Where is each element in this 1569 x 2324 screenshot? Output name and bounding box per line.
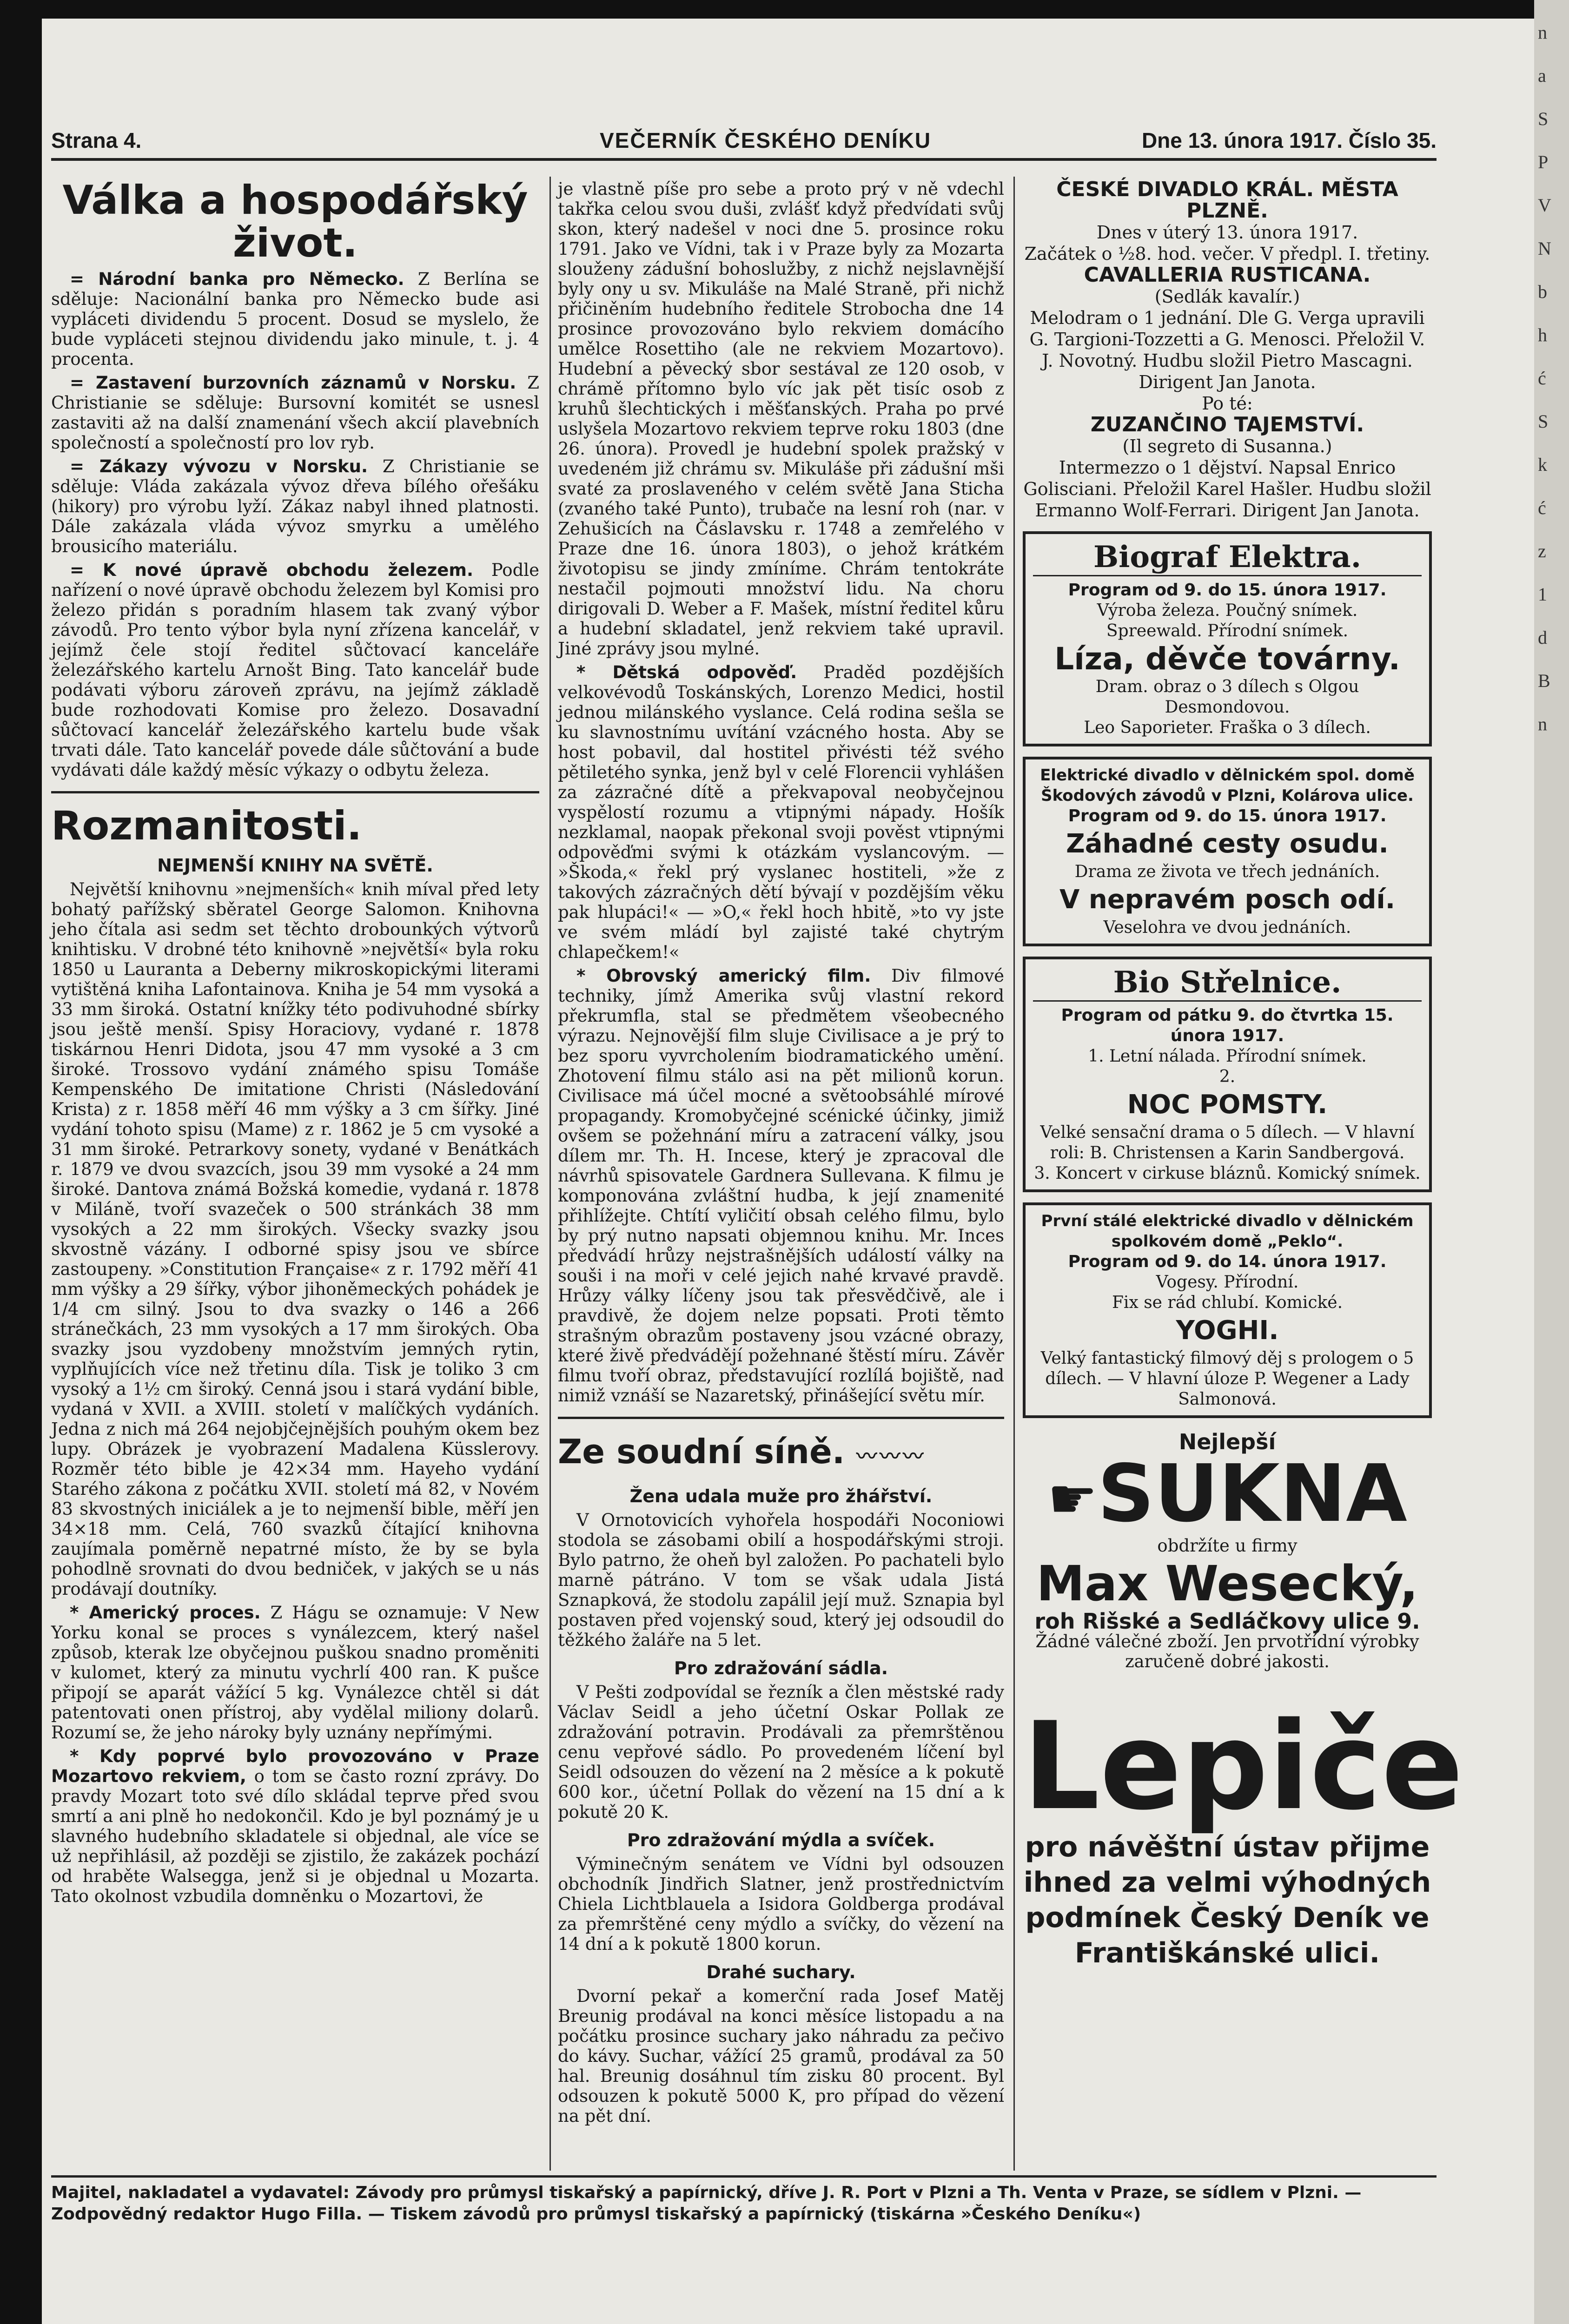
play-title: ZUZANČINO TAJEMSTVÍ.: [1090, 413, 1364, 436]
issue-date: Dne 13. února 1917. Číslo 35.: [1141, 128, 1437, 152]
ad-line: 1. Letní nálada. Přírodní snímek.: [1088, 1047, 1367, 1066]
news-item: = K nové úpravě obchodu železem. Podle nařízení o nové úpravě obchodu železem byl Komisi pro železo přidán s poradním hlasem tak zvaný výbor závodů. Pro tento výbor byla nyní zřízena kancelář, v jejímž čele stojí ředitel sůčtovací kanceláře železářského kartelu Arnošt Bing. Tato kancelář bude podávati výboru zároveň zprávu, na jejímž základě bude rozhodovati Komise pro železo. Dosavadní sůčtovací kancelář železářského kartelu bude však trvati dále. Tato kancelář povede dále sůčtování a bude vydávati dále každý měsíc výkazy o odbytu železa.: [51, 560, 539, 780]
pointing-hand-icon: ☛: [1047, 1466, 1098, 1532]
section-title-court: Ze soudní síně. 〰〰〰: [558, 1432, 927, 1471]
ad-program: Program od pátku 9. do čtvrtka 15. února 1917.: [1061, 1006, 1394, 1045]
page-number: Strana 4.: [51, 128, 142, 152]
ad-peklo-cinema: [1023, 1202, 1432, 1418]
article-subhead: NEJMENŠÍ KNIHY NA SVĚTĚ.: [157, 855, 433, 876]
ad-title: První stálé elektrické divadlo v dělnickém spolkovém domě „Peklo“.: [1041, 1212, 1414, 1251]
ad-line: 2.: [1219, 1067, 1236, 1086]
column-rule-2: [1013, 177, 1015, 2171]
ad-line: Velký fantastický filmový děj s prologem o 5 dílech. — V hlavní úloze P. Wegener a Lady Salmonová.: [1040, 1349, 1414, 1409]
ad-film-title: YOGHI.: [1176, 1315, 1279, 1346]
column-1: [51, 179, 539, 1910]
court-item-text: V Ornotovicích vyhořela hospodáři Noconiowi stodola se zásobami obilí a hospodářskými stroji. Bylo patrno, že oheň byl založen. Po pachateli bylo marně pátráno. V tom se však udala Jistá Sznapková, že stodolu zapálil její muž. Sznapia byl postaven před vojenský soud, který jej odsoudil do těžkého žaláře na 5 let.: [558, 1510, 1004, 1650]
theater-program: [1023, 179, 1432, 521]
court-item-text: Výminečným senátem ve Vídni byl odsouzen obchodník Jindřich Slatner, jenž prostřednictvím Chiela Lichtblauela a Isidora Goldberga prodával za přemrštěné ceny mýdlo a svíčky, do vězení na 14 dní a k pokutě 1800 korun.: [558, 1854, 1004, 1954]
ad-line: Spreewald. Přírodní snímek.: [1106, 621, 1349, 640]
ad-title: Biograf Elektra.: [1033, 540, 1422, 576]
ad-line: Drama ze života ve třech jednáních.: [1074, 862, 1380, 881]
ad-biograf-elektra: [1023, 531, 1432, 746]
news-item: * Americký proces. Z Hágu se oznamuje: V New Yorku konal se proces s vynálezcem, který našel způsob, kterak lze obyčejnou puškou snadno proměniti v kulomet, který za minutu vychrlí 400 ran. K pušce připojí se aparát vážící 5 kg. Vynálezce chtěl si dát patentovati onen přístroj, aby vydělal miliony dolarů. Rozumí se, že jeho nároky byly uznány nepřímými.: [51, 1603, 540, 1743]
decorative-flourish: 〰〰〰: [856, 1445, 927, 1468]
ad-lepice: [1023, 1697, 1463, 1971]
play-description: Melodram o 1 jednání. Dle G. Verga upravili G. Targioni-Tozzetti a G. Menosci. Přeložil V. J. Novotný. Hudbu složil Pietro Mascagni. Dirigent Jan Janota.: [1029, 308, 1425, 392]
ad-line: Fix se rád chlubí. Komické.: [1112, 1293, 1343, 1312]
column-2: [558, 179, 1004, 2130]
separator: [51, 791, 539, 793]
play-description: Intermezzo o 1 dějství. Napsal Enrico Golisciani. Přeložil Karel Hašler. Hudbu složil Ermanno Wolf-Ferrari. Dirigent Jan Janota.: [1023, 457, 1431, 521]
theater-time: Začátek o ½8. hod. večer. V předpl. I. třetiny.: [1024, 244, 1430, 264]
play-subtitle: (Sedlák kavalír.): [1154, 286, 1300, 307]
ad-film-title: NOC POMSTY.: [1127, 1089, 1328, 1120]
column-3: [1023, 178, 1463, 1971]
ad-text: pro návěštní ústav přijme ihned za velmi výhodných podmínek Český Deník ve Františkánské ulici.: [1023, 1831, 1431, 1969]
ad-big-word: Lepiče: [1023, 1697, 1463, 1837]
news-item: = Národní banka pro Německo. Z Berlína se sděluje: Nacionální banka pro Německo bude asi vypláceti dividendu 5 procent. Dosud se myslelo, že bude vypláceti stejnou dividendu jako minule, t. j. 4 procenta.: [51, 269, 540, 369]
play-subtitle: (Il segreto di Susanna.): [1122, 436, 1332, 456]
theater-date: Dnes v úterý 13. února 1917.: [1096, 222, 1358, 243]
play-title: CAVALLERIA RUSTICANA.: [1084, 263, 1371, 287]
article-body: je vlastně píše pro sebe a proto prý v ně vdechl takřka celou svou duši, zvlášť když předvídati svůj skon, který nadešel v noci dne 5. prosince roku 1791. Jako ve Vídni, tak i v Praze byly za Mozarta slouženy zádušní bohoslužby, z nichž nejslavnější byly ony u sv. Mikuláše na Malé Straně, při nichž přičiněním hudebního ředitele Strobocha dne 14 prosince provozováno bylo rekviem domácího umělce Rosettiho (ale ne rekviem Mozartovo). Hudební a pěvecký sbor sestával ze 120 osob, v chrámě přítomno bylo víc jak pět tisíc osob z kruhů šlechtických i měšťanských. Praha po prvé uslyšela Mozartovo rekviem teprve roku 1803 (dne 26. února). Provedl je hudební spolek pražský v uvedeném již chrámu sv. Mikuláše při zádušní mši svaté za proslaveného v celém světě Jana Sticha (zvaného také Punto), trubače na lesní roh (nar. v Zehušicích na Čáslavsku r. 1748 a zemřelého v Praze dne 16. února 1803), o jehož krátkém životopisu se jindy zmíníme. Chrám tentokráte nestačil pojmouti množství lidu. Na choru dirigovali D. Weber a F. Mašek, místní ředitel kůru a hudební skladatel, jenž rekviem také upravil. Jiné zprávy jsou mylné.: [558, 179, 1004, 659]
ad-bio-strelnice: [1023, 957, 1432, 1192]
column-rule-1: [549, 177, 551, 2171]
ad-line: Dram. obraz o 3 dílech s Olgou Desmondovou.: [1095, 677, 1359, 717]
ad-line: Leo Saporieter. Fraška o 3 dílech.: [1084, 718, 1371, 737]
ad-title: Elektrické divadlo v dělnickém spol. domě Škodových závodů v Plzni, Kolárova ulice.: [1040, 766, 1415, 805]
ad-line: Výroba železa. Poučný snímek.: [1097, 601, 1358, 620]
news-item: = Zastavení burzovních záznamů v Norsku. Z Christianie se sděluje: Bursovní komitét se usnesl zastaviti až na další znamenání všech akcií plavebních společností a společností pro lov ryb.: [51, 373, 539, 453]
ad-line: Vogesy. Přírodní.: [1156, 1273, 1299, 1292]
news-item: * Dětská odpověď. Praděd pozdějších velkovévodů Toskánských, Lorenzo Medici, hostil jednou milánského vyslance. Celá rodina sešla se ku slavnostnímu uvítání vzácného hosta. Aby se host pobavil, dal hostitel přivésti též svého pětiletého synka, jenž byl v celé Florencii vyhlášen za zázračné dítě a překvapoval neobyčejnou vyspělostí rozumu a vtipnými nápady. Hošík nezklamal, naopak překonal svoji pověst vtipnými odpověďmi svými k otázkám vyslancovým. — »Škoda,« řekl prý vyslanec hostiteli, »že z takových zázračných dětí bývají v pozdějším věku pak hlupáci!« — »O,« řekl hoch hbitě, »to vy jste ve svém mládí byl zajisté také chytrým chlapečkem!«: [558, 662, 1004, 962]
court-item-head: Žena udala muže pro žhářství.: [629, 1486, 933, 1506]
court-item-head: Drahé suchary.: [706, 1962, 856, 1982]
news-item: * Kdy poprvé bylo provozováno v Praze Mozartovo rekviem, o tom se často rozní zprávy. Do pravdy Mozart toto své dílo skládal teprve před svou smrtí a ani plně ho nedokončil. Kdo je byl poznámý je u slavného hudebního skladatele si objednal, ale více se už nepřihlásil, až později se zjistilo, že zakázek pochází od hraběte Walsegga, jenž si je objednal u Mozarta. Tato okolnost vzbudila domněnku o Mozartovi, že: [51, 1746, 539, 1906]
ad-program: Program od 9. do 14. února 1917.: [1068, 1252, 1387, 1271]
ad-sukna: [1023, 1429, 1432, 1671]
paper-title: VEČERNÍK ČESKÉHO DENÍKU: [600, 128, 932, 152]
court-item-head: Pro zdražování mýdla a svíček.: [627, 1830, 935, 1850]
court-item-text: Dvorní pekař a komerční rada Josef Matěj Breunig prodával na konci měsíce listopadu a na počátku prosince suchary jako náhradu za pečivo do kávy. Suchar, vážící 25 gramů, prodával za 50 hal. Breunig dosáhnul tím zisku 80 procent. Byl odsouzen k pokutě 5000 K, pro případ do vězení na pět dní.: [558, 1986, 1004, 2126]
ad-line: Velké sensační drama o 5 dílech. — V hlavní roli: B. Christensen a Karin Sandbergová.: [1040, 1123, 1415, 1162]
adjacent-page-edge: n a S P V N b h ć S k ć z 1 d B n: [1534, 0, 1569, 2324]
ad-film-title: V nepravém posch odí.: [1059, 885, 1395, 915]
ad-program: Program od 9. do 15. února 1917.: [1068, 806, 1387, 825]
article-title-war-economy: Válka a hospodářský život.: [62, 177, 528, 266]
theater-title: ČESKÉ DIVADLO KRÁL. MĚSTA PLZNĚ.: [1056, 178, 1398, 223]
ad-title: Bio Střelnice.: [1033, 965, 1422, 1002]
ad-line: Veselohra ve dvou jednáních.: [1103, 918, 1351, 937]
court-item-head: Pro zdražování sádla.: [674, 1658, 888, 1678]
ad-note: Žádné válečné zboží. Jen prvotřídní výrobky zaručeně dobré jakosti.: [1035, 1631, 1419, 1671]
ad-film-title: Záhadné cesty osudu.: [1066, 829, 1389, 859]
section-title-miscellany: Rozmanitosti.: [51, 803, 362, 849]
separator: [558, 1417, 1004, 1419]
ad-firm: Max Wesecký,: [1036, 1555, 1418, 1612]
ad-sub: obdržíte u firmy: [1157, 1536, 1298, 1556]
ad-address: roh Rišské a Sedláčkovy ulice 9.: [1034, 1609, 1420, 1634]
news-item: = Zákazy vývozu v Norsku. Z Christianie se sděluje: Vláda zakázala vývoz dřeva bílého ořešáku (hikory) pro výrobu lyží. Zákaz nabyl ihned platnosti. Dále zakázala vláda vývoz smyrku a umělého brousicího materiálu.: [51, 456, 540, 556]
imprint-footer: Majitel, nakladatel a vydavatel: Závody pro průmysl tiskařský a papírnický, dříve J. R. Port v Plzni a Th. Venta v Praze, se sídlem v Plzni. — Zodpovědný redaktor Hugo Filla. — Tiskem závodů pro průmysl tiskařský a papírnický (tiskárna »Českého Deníku«): [51, 2175, 1437, 2225]
article-body: Největší knihovnu »nejmenších« knih míval před lety bohatý pařížský sběratel George Salomon. Knihovna jeho čítala asi sedm set těchto drobounkých výtvorů knihtisku. V drobné této knihovně »největší« byla roku 1850 u Lauranta a Deberny mikroskopickými literami vytištěná kniha Lafontainova. Kniha je 54 mm vysoká a 33 mm široká. Ostatní knížky této podivuhodné sbírky jsou ještě menší. Spisy Horaciovy, vydané r. 1878 tiskárnou Henri Didota, jsou 47 mm vysoké a 3 cm široké. Trossovo vydání známého spisu Tomáše Kempenského De imitatione Christi (Následování Krista) z r. 1858 měří 46 mm výšky a 3 cm šířky. Jiné vydání tohoto spisu (Mame) z r. 1862 je 5 cm vysoké a 31 mm široké. Petrarkovy sonety, vydané v Benátkách r. 1879 ve dvou svazcích, jsou 39 mm vysoké a 24 mm široké. Dantova známá Božská komedie, vydaná r. 1878 v Miláně, tvoří svazeček o 500 stránkách 38 mm vysokých a 22 mm širokých. Všecky svazky jsou skvostně vázány. I odborné spisy jsou ve sbírce zastoupeny. »Constitution Française« z r. 1792 měří 41 mm výšky a 29 šířky, výbor jihoněmeckých pohádek je 1/4 cm silný. Jsou to dva svazky o 146 a 266 stránečkách, 23 mm vysokých a 17 mm širokých. Oba svazky jsou vyzdobeny množstvím jemných rytin, vyplňujících více než třetinu díla. Tisk je toliko 3 cm vysoký a 1½ cm široký. Cenná jsou i stará vydání bible, vydaná v XVII. a XVIII. století v malíčkých vydáních. Jedna z nich má 264 nejobjčejnějších pouhým okem bez lupy. Obrázek je vyobrazení Madalena Küsslerovy. Rozměr této bible je 42×34 mm. Hayeho vydání Starého zákona z počátku XVII. století má 82, v Novém 83 skvostných iniciálek a je to nejmenší bible, měří jen 34×18 mm. Celá, 760 svazků čítající knihovna zaujímala poměrně nepatrné místo, že by se byla pohodlně srovnati do dvou bedniček, v jakých se u nás prodávají doutníky.: [51, 879, 539, 1599]
ad-program: Program od 9. do 15. února 1917.: [1068, 581, 1387, 600]
ad-head: Nejlepší: [1178, 1429, 1276, 1454]
page-header: [51, 125, 1437, 161]
ad-line: 3. Koncert v cirkuse bláznů. Komický snímek.: [1034, 1164, 1421, 1183]
ad-skoda-cinema: [1023, 757, 1432, 946]
news-item: * Obrovský americký film. Div filmové techniky, jímž Amerika svůj vlastní rekord překrumfla, stal se předmětem všeobecného výrazu. Nejnovější film sluje Civilisace a je prý to bez sporu vyvrcholením biodramatického umění. Zhotovení filmu stálo asi na pět milionů korun. Civilisace má účel mocné a světoobsáhlé mírové propagandy. Kromobyčejné scénické účinky, jimiž ovšem se požehnání míru a zatracení války, jsou dílem mr. Th. H. Incese, který je zpracoval dle návrhů spisovatele Gardnera Sullevana. K filmu je komponována zvláštní hudba, k její znamenité přihlížejte. Chtítí vyličití obsah celého filmu, bylo by prý nutno napsati objemnou knihu. Mr. Inces předvádí hrůzy nejstrašnějších událostí války na souši i na moři v celé jejich nahé krvavé pravdě. Hrůzy války líčeny jsou tak přesvědčivě, ale i pravdivě, že dojem nelze popsati. Proti těmto strašným obrazům postaveny jsou vzácné obrazy, které živě předvádějí požehnané štěstí míru. Závěr filmu tvoří obraz, představující rozlílá bojiště, nad nimiž vznáší se Nazaretský, přinášející světu mír.: [558, 966, 1004, 1406]
ad-big-word: ☛SUKNA: [1047, 1448, 1407, 1540]
court-item-text: V Pešti zodpovídal se řezník a člen městské rady Václav Seidl a jeho účetní Oskar Pollak ze zdražování potravin. Prodávali za přemrštěnou cenu vepřové sádlo. Po provedeném líčení byl Seidl odsouzen do vězení na 2 měsíce a k pokutě 600 kor., účetní Pollak do vězení na 15 dní a k pokutě 20 K.: [558, 1682, 1004, 1822]
ad-film-title: Líza, děvče továrny.: [1054, 641, 1400, 677]
newspaper-page: [42, 19, 1534, 2324]
play-then: Po té:: [1202, 393, 1253, 414]
